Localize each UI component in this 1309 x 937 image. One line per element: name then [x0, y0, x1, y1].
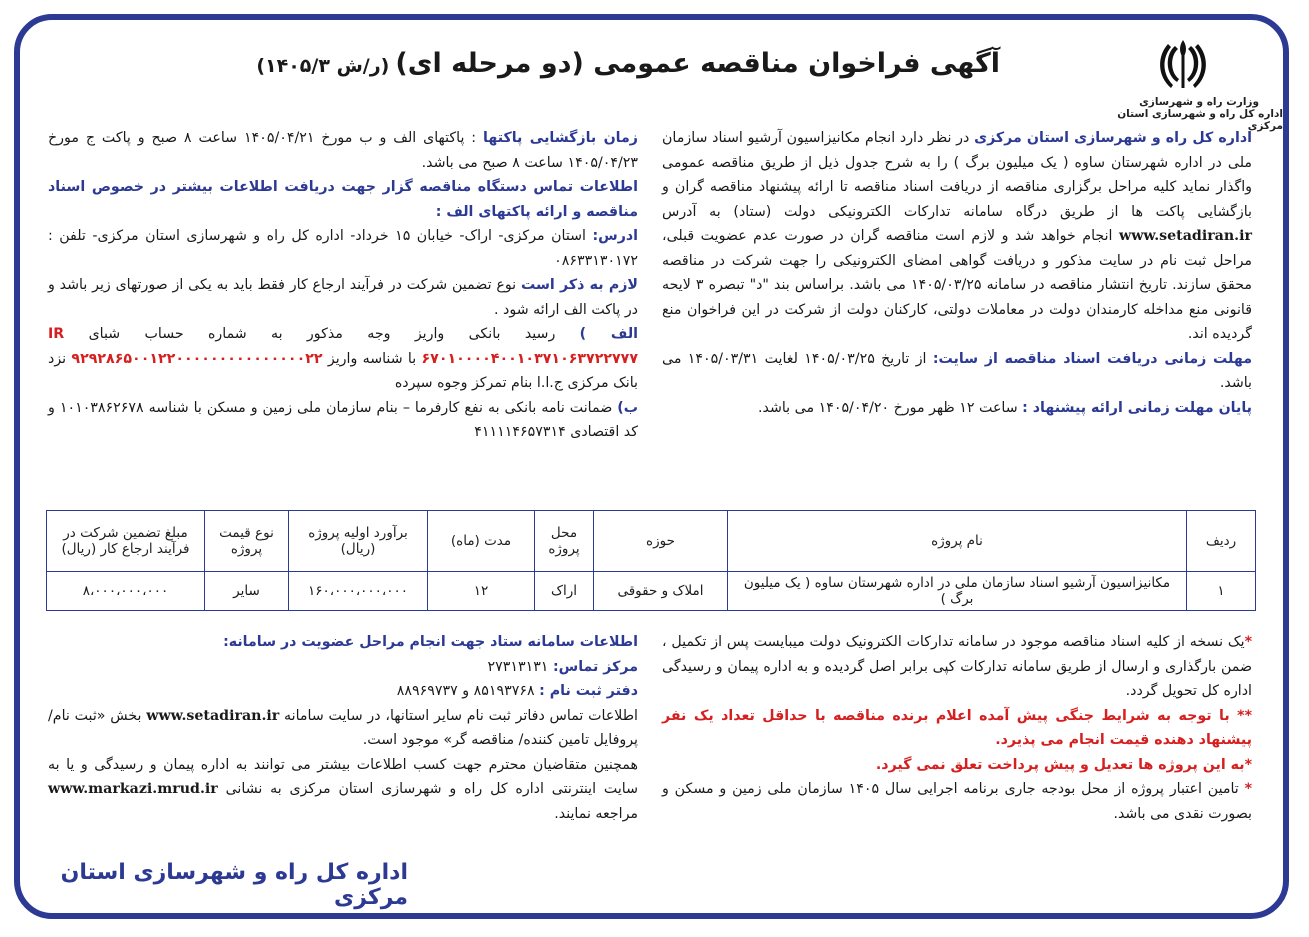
- option-a-body: رسید بانکی واریز وجه مذکور به شماره حساب شبای: [64, 326, 580, 342]
- footer-signature: اداره کل راه و شهرسازی استان مرکزی: [60, 860, 408, 910]
- col-header-duration: مدت (ماه): [428, 511, 535, 572]
- note-2: ** با توجه به شرایط جنگی پیش آمده اعلام برنده مناقصه با حداقل تعداد یک نفر پیشنهاد دهنده قیمت انجام می پذیرد.: [662, 707, 1252, 748]
- cell-guarantee: ۸،۰۰۰،۰۰۰،۰۰۰: [47, 572, 205, 611]
- setad-info: [48, 704, 638, 753]
- setad-reg-numbers: ۸۵۱۹۳۷۶۸ و ۸۸۹۶۹۷۳۷: [396, 683, 535, 699]
- cell-project-name: مکانیزاسیون آرشیو اسناد سازمان ملی در اداره شهرستان ساوه ( یک میلیون برگ ): [728, 572, 1187, 611]
- doc-deadline-body: از تاریخ ۱۴۰۵/۰۳/۲۵ لغایت ۱۴۰۵/۰۳/۳۱ می باشد.: [662, 350, 1252, 391]
- bid-deadline-lead: پایان مهلت زمانی ارائه پیشنهاد :: [1022, 399, 1252, 416]
- col-header-domain: حوزه: [594, 511, 728, 572]
- doc-deadline: [662, 347, 1252, 396]
- guarantee-lead: لازم به ذکر است: [520, 277, 638, 293]
- setad-info-url: www.setadiran.ir: [146, 707, 280, 724]
- intro-lead: اداره کل راه و شهرسازی استان مرکزی: [974, 130, 1252, 146]
- opening-lead: زمان بازگشایی پاکتها: [483, 130, 638, 146]
- guarantee-option-a: [48, 322, 638, 396]
- option-a-lead: الف ): [579, 326, 639, 342]
- bid-deadline-body: ساعت ۱۲ ظهر مورخ ۱۴۰۵/۰۴/۲۰ می باشد.: [758, 399, 1023, 416]
- cell-domain: املاک و حقوقی: [594, 572, 728, 611]
- title-text: آگهی فراخوان مناقصه عمومی (دو مرحله ای): [395, 48, 1000, 79]
- note-1: [662, 630, 1252, 704]
- address: [48, 224, 638, 273]
- col-header-estimate: برآورد اولیه پروژه (ریال): [289, 511, 428, 572]
- deposit-id: ۹۲۹۲۸۶۵۰۰۱۲۲۰۰۰۰۰۰۰۰۰۰۰۰۰۰۰۲۲: [71, 350, 323, 367]
- office-name: اداره کل راه و شهرسازی استان مرکزی: [1117, 108, 1283, 132]
- table-header-row: [47, 511, 1256, 572]
- address-lead: ادرس:: [592, 228, 638, 244]
- note-1-star: *: [1244, 634, 1252, 650]
- option-a-body-2: با شناسه واریز: [322, 350, 422, 367]
- option-b-body: ضمانت نامه بانکی به نفع کارفرما – بنام سازمان ملی زمین و مسکن با شناسه ۱۰۱۰۳۸۶۲۶۷۸ و کد اقتصادی ۴۱۱۱۱۴۶۵۷۳۱۴: [48, 399, 638, 440]
- notes-column: [662, 630, 1252, 826]
- setad-title: اطلاعات سامانه ستاد جهت انجام مراحل عضویت در سامانه:: [223, 634, 638, 650]
- cell-duration: ۱۲: [428, 572, 535, 611]
- project-table: [46, 510, 1256, 611]
- setad-contact-number: ۲۷۳۱۳۱۳۱: [487, 658, 549, 675]
- note-4: [662, 777, 1252, 826]
- col-header-location: محل پروژه: [535, 511, 594, 572]
- col-header-project-name: نام پروژه: [728, 511, 1187, 572]
- setad-column: [48, 630, 638, 826]
- address-body: استان مرکزی- اراک- خیابان ۱۵ خرداد- اداره کل راه و شهرسازی استان مرکزی- تلفن : ۰۸۶۳۳۱۳۰۱۷۲: [48, 228, 638, 269]
- guarantee-body: نوع تضمین شرکت در فرآیند ارجاع کار فقط باید به یکی از صورتهای زیر باشد و در پاکت الف ارائه شود .: [48, 277, 638, 318]
- note-4-star: *: [1244, 781, 1252, 797]
- details-column: [48, 126, 638, 445]
- col-header-guarantee: مبلغ تضمین شرکت در فرآیند ارجاع کار (ریال): [47, 511, 205, 572]
- intro-body-2: انجام خواهد شد و لازم است مناقصه گران در صورت عدم عضویت قبلی، مراحل ثبت نام در سایت مذکور و دریافت گواهی امضای الکترونیکی را جهت شرکت در مناقصه محقق سازند. تاریخ انتشار مناقصه در سامانه ۱۴۰۵/۰۳/۲۵ می باشد. براساس بند "د" تبصره ۳ لایحه قانونی منع مداخله کارمندان دولت در معاملات دولتی، کارکنان دولت از شرکت در این فراخوان منع گردیده اند.: [662, 228, 1252, 342]
- cell-location: اراک: [535, 572, 594, 611]
- setad-contact-lead: مرکز تماس:: [552, 658, 638, 675]
- setad-more-text-2: مراجعه نمایند.: [554, 805, 638, 822]
- iban-number: IR ۶۷۰۱۰۰۰۰۴۰۰۱۰۳۷۱۰۶۳۷۲۲۷۷۷: [48, 326, 638, 367]
- setad-info-text-2: بخش «ثبت نام/ پروفایل تامین کننده/ مناقصه گر» موجود است.: [48, 707, 638, 748]
- cell-price-type: سایر: [205, 572, 289, 611]
- option-a-body-3: نزد بانک مرکزی ج.ا.ا بنام تمرکز وجوه سپرده: [48, 350, 638, 391]
- opening-time: [48, 126, 638, 175]
- intro-paragraph: [662, 126, 1252, 347]
- cell-row-number: ۱: [1187, 572, 1256, 611]
- bid-deadline: [662, 396, 1252, 421]
- opening-body: : پاکتهای الف و ب مورخ ۱۴۰۵/۰۴/۲۱ ساعت ۸ صبح و پاکت ج مورخ ۱۴۰۵/۰۴/۲۳ ساعت ۸ صبح می باشد.: [48, 130, 638, 171]
- guarantee-option-b: [48, 396, 638, 445]
- tender-code: (ر/ش ۱۴۰۵/۳): [256, 55, 390, 77]
- note-3: *به این پروژه ها تعدیل و پیش پرداخت تعلق نمی گیرد.: [875, 756, 1252, 773]
- note-4-text: تامین اعتبار پروژه از محل بودجه جاری برنامه اجرایی سال ۱۴۰۵ سازمان ملی زمین و مسکن و بصورت نقدی می باشد.: [662, 781, 1252, 822]
- contact-heading: اطلاعات تماس دستگاه مناقصه گزار جهت دریافت اطلاعات بیشتر در خصوص اسناد مناقصه و ارائه پاکتهای الف :: [48, 179, 638, 220]
- intro-column: [662, 126, 1252, 420]
- markazi-url: www.markazi.mrud.ir: [48, 781, 218, 797]
- iran-emblem-icon: [1157, 36, 1209, 94]
- option-b-lead: ب): [617, 399, 638, 416]
- note-1-text: یک نسخه از کلیه اسناد مناقصه موجود در سامانه تدارکات الکترونیک دولت میبایست پس از تکمیل ، ضمن بارگذاری و ارسال از طریق سامانه تدارکات کپی برابر اصل گردیده و به اداره پیمان و رسیدگی اداره کل تحویل گردد.: [662, 634, 1252, 699]
- setad-info-text: اطلاعات تماس دفاتر ثبت نام سایر استانها، در سایت سامانه: [279, 707, 638, 724]
- setad-registration: [48, 679, 638, 704]
- col-header-price-type: نوع قیمت پروژه: [205, 511, 289, 572]
- setad-more: [48, 753, 638, 827]
- intro-body: در نظر دارد انجام مکانیزاسیون آرشیو اسناد سازمان ملی در اداره شهرستان ساوه ( یک میلیون برگ ) را به شرح جدول ذیل از طریق مناقصه عمومی واگذار نماید کلیه مراحل برگزاری مناقصه از دریافت اسناد مناقصه تا ارائه پیشنهاد مناقصه گران و بازگشایی پاکت ها از طریق درگاه سامانه تدارکات الکترونیکی دولت (ستاد) به آدرس: [662, 130, 1252, 220]
- guarantee-note: [48, 273, 638, 322]
- doc-deadline-lead: مهلت زمانی دریافت اسناد مناقصه از سایت:: [932, 350, 1252, 367]
- ministry-logo: [1083, 36, 1283, 132]
- setad-more-text: همچنین متقاضیان محترم جهت کسب اطلاعات بیشتر می توانند به اداره پیمان و رسیدگی و یا به سایت اینترنتی اداره کل راه و شهرسازی استان مرکزی به نشانی: [48, 756, 638, 797]
- ministry-name: وزارت راه و شهرسازی: [1139, 96, 1259, 108]
- cell-estimate: ۱۶۰،۰۰۰،۰۰۰،۰۰۰: [289, 572, 428, 611]
- setad-reg-lead: دفتر ثبت نام :: [539, 683, 638, 699]
- setad-contact: [48, 655, 638, 680]
- table-row: [47, 572, 1256, 611]
- col-header-row-number: ردیف: [1187, 511, 1256, 572]
- page-title: [256, 48, 1000, 79]
- setad-url: www.setadiran.ir: [1118, 228, 1252, 244]
